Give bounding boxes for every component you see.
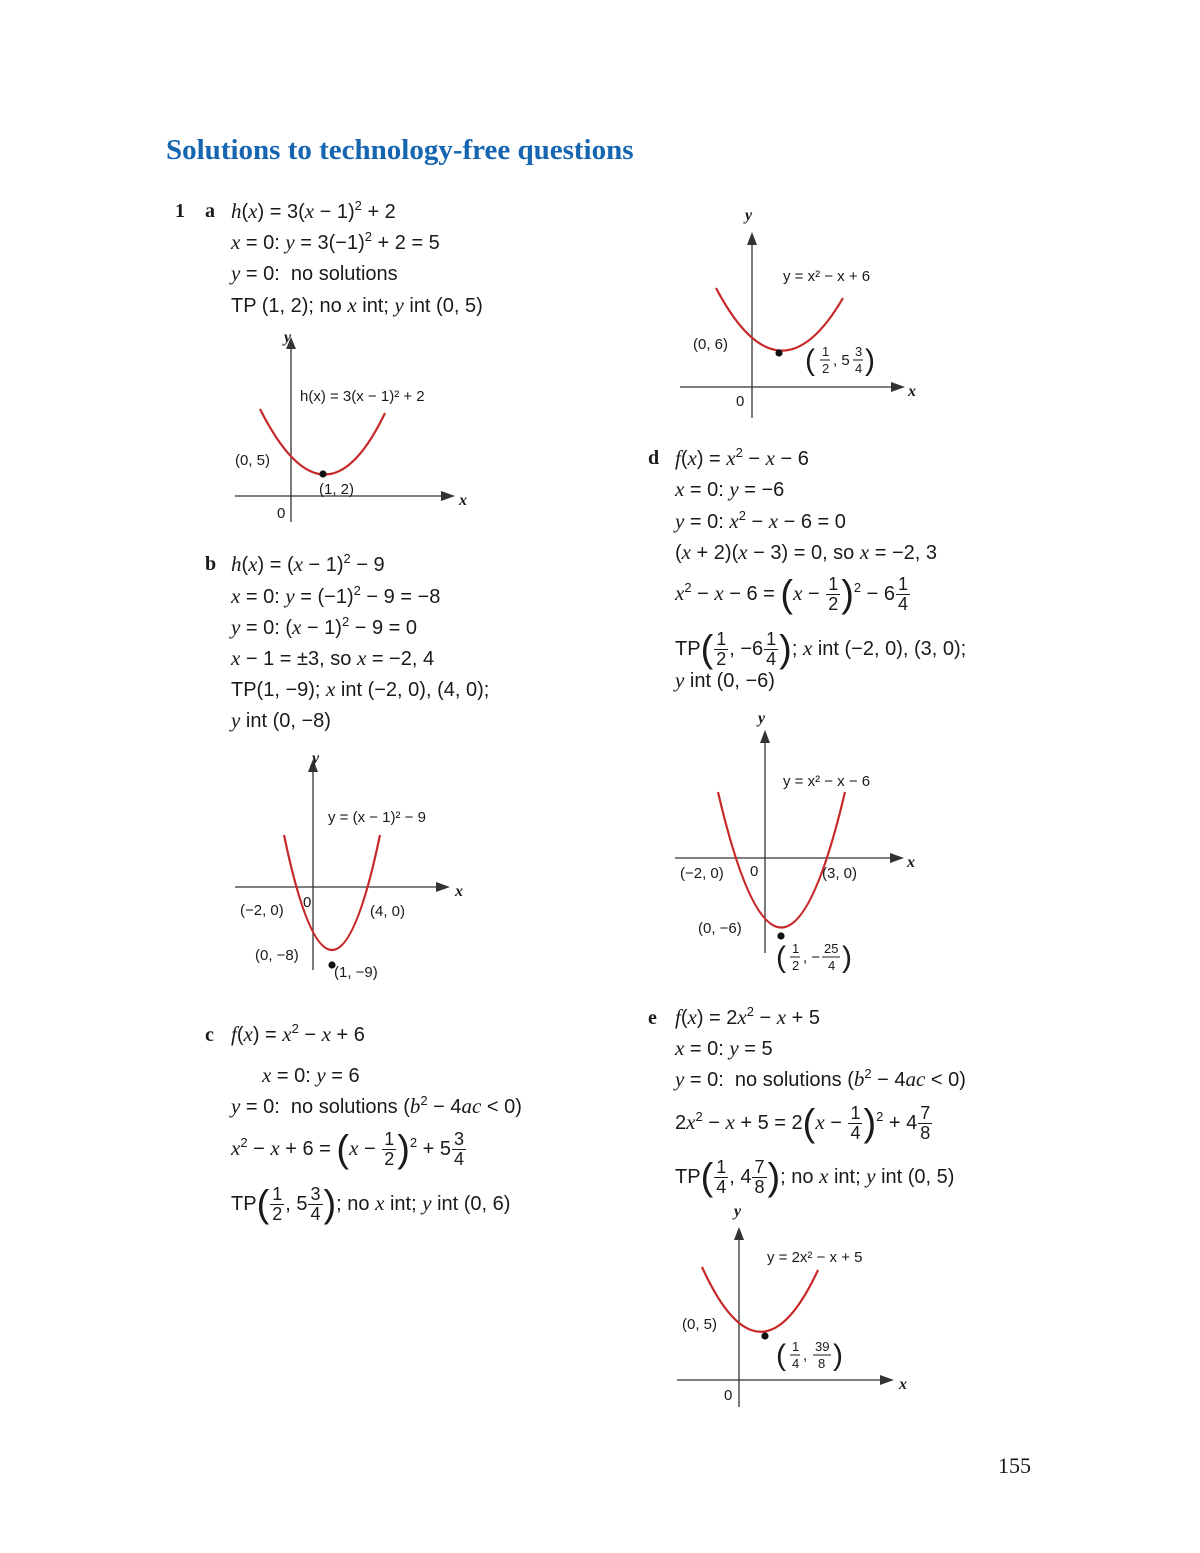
- svg-text:4: 4: [792, 1356, 800, 1371]
- part-e-x-zero: x = 0: y = 5: [675, 1036, 773, 1060]
- part-a-label: a: [205, 200, 215, 222]
- part-c-summary: TP( $\frac{1}{2}$ , 5 $\frac{3}{4}$ ); no x int; y int (0, 6): [231, 1183, 511, 1226]
- part-a-equation: $h(x) = 3(x - 1)^2 + 2$: [231, 198, 396, 223]
- curve-c: [716, 288, 843, 351]
- x-axis-label-e: x: [899, 1376, 907, 1393]
- svg-text:(: (: [776, 941, 786, 974]
- part-b-label: b: [205, 553, 217, 575]
- svg-text:): ): [833, 1339, 843, 1372]
- page-title: Solutions to technology-free questions: [166, 134, 634, 166]
- point-label-b-2: (4, 0): [370, 903, 406, 920]
- point-label-b-1: (−2, 0): [240, 902, 284, 919]
- point-label-c-2: [805, 344, 875, 377]
- svg-text:): ): [842, 941, 852, 974]
- curve-label-c: y = x² − x + 6: [783, 268, 871, 285]
- part-e-complete-square: $2x^2 - x + 5 = 2(x$ − $\frac{1}{4}$ )$^2$ + 4 $\frac{7}{8}$: [675, 1102, 931, 1145]
- y-axis-label-a: y: [284, 329, 292, 346]
- svg-text:4: 4: [855, 361, 863, 376]
- y-axis-label-d: y: [758, 710, 766, 727]
- part-c-y-zero: y = 0: no solutions $(b^2 - 4ac < 0)$: [231, 1093, 522, 1118]
- part-e-summary: TP( $\frac{1}{4}$ , 4 $\frac{7}{8}$ ); no x int; y int (0, 5): [675, 1156, 955, 1199]
- svg-text:, 5: , 5: [833, 352, 850, 369]
- x-axis-label-c: x: [908, 383, 916, 400]
- point-label-d-3: (0, −6): [698, 920, 742, 937]
- point-label-b-4: (1, −9): [334, 964, 378, 981]
- part-e-y-zero: y = 0: no solutions $(b^2 - 4ac < 0)$: [675, 1066, 966, 1091]
- x-axis-label-d: x: [907, 854, 915, 871]
- svg-text:25: 25: [824, 941, 839, 956]
- svg-text:2: 2: [792, 958, 800, 973]
- graph-c: [675, 200, 935, 425]
- part-b-solve: x − 1 = ±3, so x = −2, 4: [231, 646, 435, 670]
- origin-label-e: 0: [724, 1387, 733, 1404]
- part-a-summary: TP (1, 2); no x int; y int (0, 5): [231, 293, 483, 317]
- part-b-equation: $h(x) = (x - 1)^2 - 9$: [231, 551, 385, 576]
- part-d-y-zero: y = 0: $x^2 - x - 6 = 0$: [675, 508, 846, 533]
- turning-point-c: [775, 349, 782, 356]
- svg-text:): ): [865, 344, 875, 377]
- point-label-d-4: [776, 941, 852, 974]
- part-d-summary-1: TP( $\frac{1}{2}$ , −6 $\frac{1}{4}$ ); x int (−2, 0), (3, 0);: [675, 628, 967, 671]
- y-axis-label-c: y: [745, 207, 753, 224]
- origin-label-c: 0: [736, 393, 745, 410]
- curve-d: [718, 792, 845, 928]
- curve-label-d: y = x² − x − 6: [783, 773, 871, 790]
- part-c-complete-square: $x^2 - x + 6 = (x$ − $\frac{1}{2}$ )$^2$ + 5 $\frac{3}{4}$: [231, 1128, 465, 1171]
- x-axis-label-b: x: [455, 883, 463, 900]
- svg-text:1: 1: [792, 1339, 800, 1354]
- part-d-complete-square: $x^2 - x - 6 = (x$ − $\frac{1}{2}$ )$^2$ − 6 $\frac{1}{4}$: [675, 573, 909, 616]
- part-b-summary-2: y int (0, −8): [231, 708, 331, 732]
- part-c-label: c: [205, 1024, 214, 1046]
- part-b-y-zero: y = 0: $(x - 1)^2 - 9 = 0$: [231, 614, 418, 639]
- graph-e: [672, 1195, 932, 1415]
- part-d-label: d: [648, 447, 660, 469]
- point-label-e-1: (0, 5): [682, 1316, 718, 1333]
- part-d-summary-2: y int (0, −6): [675, 668, 775, 692]
- svg-text:3: 3: [855, 344, 863, 359]
- part-a-y-zero: y = 0: no solutions: [231, 261, 398, 285]
- svg-text:2: 2: [822, 361, 830, 376]
- svg-text:1: 1: [822, 344, 830, 359]
- curve-label-a: h(x) = 3(x − 1)² + 2: [300, 388, 425, 405]
- question-number: 1: [175, 200, 185, 222]
- point-label-a-2: (1, 2): [319, 481, 355, 498]
- x-axis-label-a: x: [459, 492, 467, 509]
- svg-text:1: 1: [792, 941, 800, 956]
- point-label-a-1: (0, 5): [235, 452, 271, 469]
- svg-text:39: 39: [815, 1339, 830, 1354]
- part-b-summary-1: TP(1, −9); x int (−2, 0), (4, 0);: [231, 677, 490, 701]
- turning-point-d: [777, 932, 784, 939]
- part-c-x-zero: x = 0: y = 6: [262, 1063, 360, 1087]
- point-label-b-3: (0, −8): [255, 947, 299, 964]
- svg-text:,: ,: [803, 1347, 808, 1364]
- curve-label-e: y = 2x² − x + 5: [767, 1249, 863, 1266]
- svg-text:(: (: [805, 344, 815, 377]
- point-label-d-2: (3, 0): [822, 865, 858, 882]
- part-e-equation: $f(x) = 2x^2 - x + 5$: [675, 1004, 821, 1029]
- point-label-d-1: (−2, 0): [680, 865, 724, 882]
- curve-a: [260, 409, 385, 475]
- curve-e: [702, 1267, 818, 1332]
- turning-point-a: [319, 470, 326, 477]
- part-b-x-zero: x = 0: $y = (-1)^2 - 9 = -8$: [231, 583, 441, 608]
- svg-text:(: (: [776, 1339, 786, 1372]
- svg-text:8: 8: [818, 1356, 826, 1371]
- svg-text:4: 4: [828, 958, 836, 973]
- page-number: 155: [998, 1453, 1031, 1478]
- part-a-x-zero: x = 0: $y = 3(-1)^2 + 2 = 5$: [231, 229, 440, 254]
- point-label-c-1: (0, 6): [693, 336, 729, 353]
- part-d-x-zero: x = 0: y = −6: [675, 477, 785, 501]
- turning-point-e: [761, 1332, 768, 1339]
- part-d-equation: $f(x) = x^2 - x - 6$: [675, 445, 809, 470]
- curve-label-b: y = (x − 1)² − 9: [328, 809, 426, 826]
- origin-label-b: 0: [303, 894, 312, 911]
- y-axis-label-b: y: [312, 750, 320, 767]
- graph-d: [670, 705, 940, 975]
- origin-label-a: 0: [277, 505, 286, 522]
- svg-text:, −: , −: [803, 949, 821, 966]
- part-c-equation: $f(x) = x^2 - x + 6$: [231, 1021, 365, 1046]
- origin-label-d: 0: [750, 863, 759, 880]
- part-e-label: e: [648, 1007, 657, 1029]
- y-axis-label-e: y: [734, 1203, 742, 1220]
- graph-b: [230, 745, 490, 990]
- curve-b: [284, 835, 380, 950]
- part-d-factor: (x + 2)(x − 3) = 0, so x = −2, 3: [675, 540, 938, 564]
- point-label-e-2: [776, 1339, 843, 1372]
- graph-a: [225, 325, 485, 530]
